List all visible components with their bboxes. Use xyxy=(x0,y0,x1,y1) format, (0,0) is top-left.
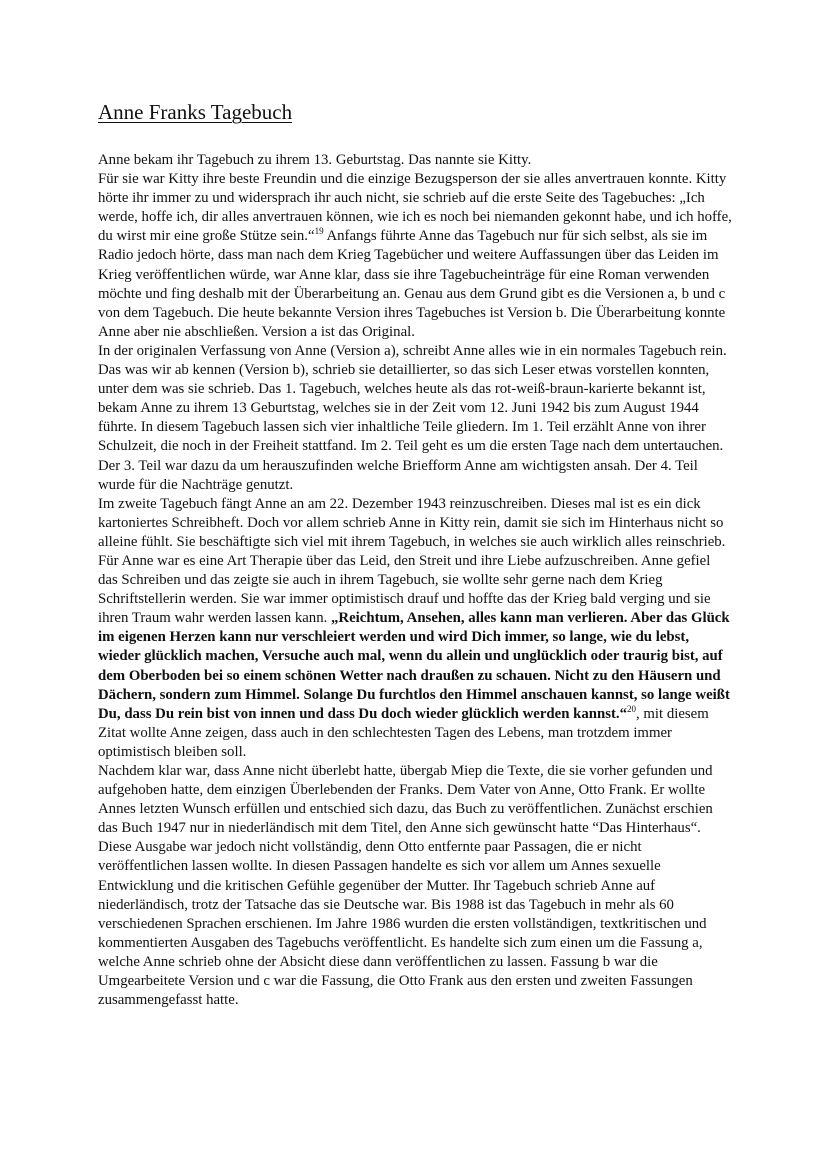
paragraph-3 xyxy=(98,342,732,495)
paragraph-2 xyxy=(98,170,732,342)
paragraph-2-text-b: Anfangs führte Anne das Tagebuch nur für sich selbst, als sie im Radio jedoch hörte, dass man nach dem Krieg Tagebücher und weitere Auffassungen über das Leiden im Krieg veröffentlichen würde, war Anne klar, dass sie ihre Tagebucheinträge für eine Roman verwenden möchte und fing deshalb mit der Überarbeitung an. Genau aus dem Grund gibt es die Versionen a, b und c von dem Tagebuch. Die heute bekannte Version ihres Tagebuches ist Version b. Die Überarbeitung konnte Anne aber nie abschließen. Version a ist das Original. xyxy=(98,228,726,340)
paragraph-3-text: In der originalen Verfassung von Anne (Version a), schreibt Anne alles wie in ein normales Tagebuch rein. Das was wir ab kennen (Version b), schrieb sie detaillierter, so das sich Leser etwas vorstellen konnten, unter dem was sie schrieb. Das 1. Tagebuch, welches heute als das rot-weiß-braun-karierte bekannt ist, bekam Anne zu ihrem 13 Geburtstag, welches sie in der Zeit vom 12. Juni 1942 bis zum August 1944 führte. In diesem Tagebuch lassen sich vier inhaltliche Teile gliedern. Im 1. Teil erzählt Anne von ihrer Schulzeit, die noch in der Freiheit stattfand. Im 2. Teil geht es um die ersten Tage nach dem untertauchen. Der 3. Teil war dazu da um herauszufinden welche Briefform Anne am wichtigsten ansah. Der 4. Teil wurde für die Nachträge genutzt. xyxy=(98,342,727,493)
paragraph-2-text-a: Für sie war Kitty ihre beste Freundin und die einzige Bezugsperson der sie alles anvertrauen konnte. Kitty hörte ihr immer zu und widersprach ihr auch nicht, sie schrieb auf die erste Seite des Tagebuches: „Ich werde, hoffe ich, dir alles anvertrauen können, wie ich es noch bei niemanden gekonnt habe, und ich hoffe, du wirst mir eine große Stütze sein.“ xyxy=(98,171,732,245)
document-body xyxy=(98,151,732,1010)
paragraph-1 xyxy=(98,151,732,170)
document-title: Anne Franks Tagebuch xyxy=(98,100,293,124)
paragraph-5 xyxy=(98,762,732,1010)
paragraph-5-text: Nachdem klar war, dass Anne nicht überlebt hatte, übergab Miep die Texte, die sie vorher gefunden und aufgehoben hatte, dem einzigen Überlebenden der Franks. Dem Vater von Anne, Otto Frank. Er wollte Annes letzten Wunsch erfüllen und entschied sich dazu, das Buch zu veröffentlichen. Zunächst erschien das Buch 1947 nur in niederländisch mit dem Titel, den Anne sich gewünscht hatte “Das Hinterhaus“. Diese Ausgabe war jedoch nicht vollständig, denn Otto entfernte paar Passagen, die er nicht veröffentlichen lassen wollte. In diesen Passagen handelte es sich vor allem um Annes sexuelle Entwicklung und die kritischen Gefühle gegenüber der Mutter. Ihr Tagebuch schrieb Anne auf niederländisch, trotz der Tatsache das sie Deutsche war. Bis 1988 ist das Tagebuch in mehr als 60 verschiedenen Sprachen erschienen. Im Jahre 1986 wurden die ersten vollständigen, textkritischen und kommentierten Ausgaben des Tagebuchs veröffentlicht. Es handelte sich zum einen um die Fassung a, welche Anne schrieb ohne der Absicht diese dann veröffentlichen zu lassen. Fassung b war die Umgearbeitete Version und c war die Fassung, die Otto Frank aus den ersten und zweiten Fassungen zusammengefasst hatte. xyxy=(98,763,713,1009)
footnote-19: 19 xyxy=(314,226,324,237)
paragraph-4-text-a: Im zweite Tagebuch fängt Anne an am 22. Dezember 1943 reinzuschreiben. Dieses mal ist es ein dick kartoniertes Schreibheft. Doch vor allem schrieb Anne in Kitty rein, damit sie sich im Hinterhaus nicht so alleine fühlt. Sie beschäftigte sich viel mit ihrem Tagebuch, in welches sie auch wirklich alles reinschrieb. Für Anne war es eine Art Therapie über das Leid, den Streit und ihre Liebe aufzuschreiben. Anne gefiel das Schreiben und das zeigte sie auch in ihrem Tagebuch, sie wollte sehr gerne nach dem Krieg Schriftstellerin werden. Sie war immer optimistisch drauf und hoffte das der Krieg bald verging und sie ihren Traum wahr werden lassen kann. xyxy=(98,495,726,627)
diary-quote: „Reichtum, Ansehen, alles kann man verlieren. Aber das Glück im eigenen Herzen kann nur verschleiert werden und wird Dich immer, so lange, wie du lebst, wieder glücklich machen, Versuche auch mal, wenn du allein und unglücklich oder traurig bist, auf dem Oberboden bei so einem schönen Wetter nach draußen zu schauen. Nicht zu den Häusern und Dächern, sondern zum Himmel. Solange Du furchtlos den Himmel anschauen kannst, so lange weißt Du, dass Du rein bist von innen und dass Du doch wieder glücklich werden kannst.“ xyxy=(98,610,730,722)
paragraph-4-text-b: , mit diesem Zitat wollte Anne zeigen, dass auch in den schlechtesten Tagen des Lebens, man trotzdem immer optimistisch bleiben soll. xyxy=(98,705,709,760)
footnote-20: 20 xyxy=(627,703,636,714)
paragraph-1-text: Anne bekam ihr Tagebuch zu ihrem 13. Geburtstag. Das nannte sie Kitty. xyxy=(98,152,532,168)
paragraph-4 xyxy=(98,495,732,762)
